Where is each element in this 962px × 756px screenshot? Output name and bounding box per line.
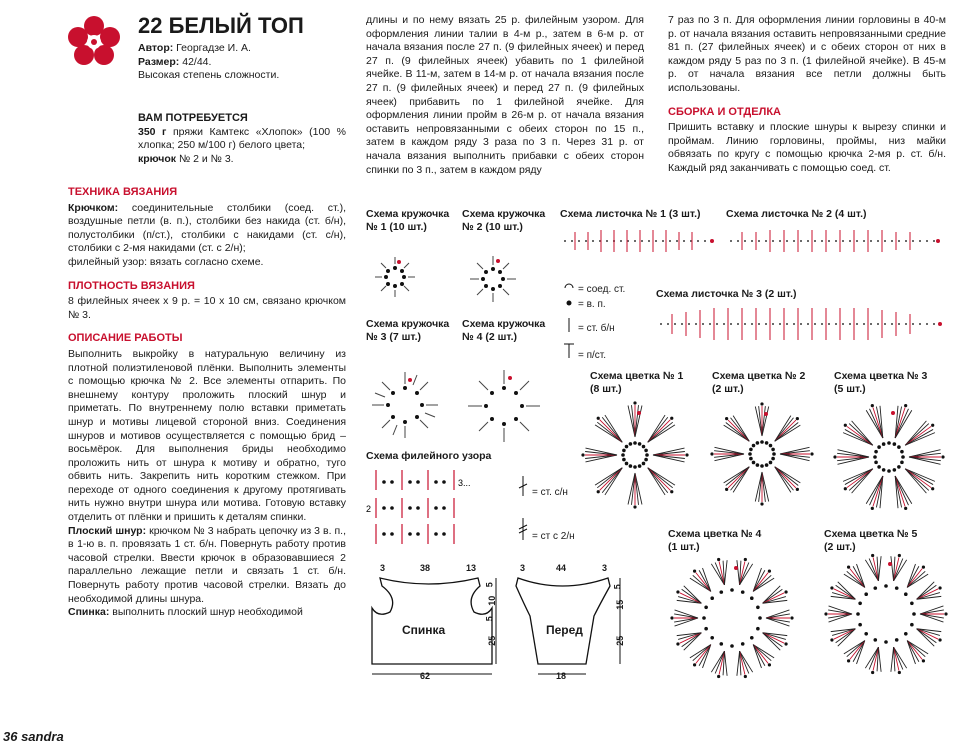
size-label: Размер: xyxy=(138,55,180,68)
size-value: 42/44. xyxy=(182,55,212,68)
svg-text:2: 2 xyxy=(366,504,372,514)
flower-2-title: Схема цветка № 2 (2 шт.) xyxy=(712,370,806,395)
flower-5-title: Схема цветка № 5 (2 шт.) xyxy=(824,528,918,553)
back-label: Спинка xyxy=(402,623,446,637)
page-footer: 36 sandra xyxy=(3,729,64,744)
technique-block xyxy=(68,176,346,620)
gauge-heading: ПЛОТНОСТЬ ВЯЗАНИЯ xyxy=(68,279,195,292)
assembly-text: Пришить вставку и плоские шнуры к вырезу спинки и проймам. Линию горловины, проймы, низ майки обвязать по кругу с помощью крючка 2-мя р. ст. б/н. Каждый ряд заканчивать с помощью соед. ст. xyxy=(668,121,946,174)
legend-ch: = в. п. xyxy=(578,299,606,310)
flower-5-diagram xyxy=(824,552,948,676)
legend-sc: = ст. б/н xyxy=(578,323,615,334)
circle-1-diagram xyxy=(372,254,418,300)
cord-label: Плоский шнур: xyxy=(68,524,147,537)
circle-1-title: Схема кружочка № 1 (10 шт.) xyxy=(366,208,450,233)
column-three-text xyxy=(668,14,946,176)
flower-4-title: Схема цветка № 4 (1 шт.) xyxy=(668,528,762,553)
circle-3-title: Схема кружочка № 3 (7 шт.) xyxy=(366,318,450,343)
author-value: Георгадзе И. А. xyxy=(176,42,251,54)
back-dim-6: 5 xyxy=(484,616,495,622)
back-dim-4: 5 xyxy=(484,582,495,588)
cord-text: крючком № 3 набрать цепочку из 3 в. п., в 1-ю в. п. провязать 1 ст. б/н. Повернуть работу против часовой стрелки. Ввести крючок в образовавшиеся 2 параллельно лежащие петли и связать 1 ст. б/н. Повернуть работу против часовой стрелки. Вязать до необходимой длины шнура. xyxy=(68,524,347,605)
assembly-heading: СБОРКА И ОТДЕЛКА xyxy=(668,105,781,118)
column-two-text xyxy=(366,14,644,177)
front-dim-3: 3 xyxy=(602,563,608,573)
back-label: Спинка: xyxy=(68,606,110,619)
materials-block xyxy=(138,112,346,166)
filet-diagram xyxy=(366,468,506,546)
front-dim-4: 5 xyxy=(612,584,623,590)
hook-text: № 2 и № 3. xyxy=(178,152,234,165)
page-title: 22 БЕЛЫЙ ТОП xyxy=(138,13,304,38)
svg-text:3...: 3... xyxy=(458,478,471,488)
technique-heading: ТЕХНИКА ВЯЗАНИЯ xyxy=(68,186,178,198)
flower-1-diagram xyxy=(580,400,690,510)
back-instructions: длины и по нему вязать 25 р. филейным узором. Для оформления линии талии в 4-м р., затем в 6-м р. от начала вязания после 27 п. (9 филейных ячеек) и перед 27 п. (9 филейных ячеек) убавить по 1 филейной ячейке. В 11-м, затем в 14-м р. от начала вязания после 27 п. (9 филейных ячеек) и перед 27 п. (9 филейных ячеек) прибавить по 1 филейной ячейке. Для оформления линии пройм в 26-м р. от начала вязания оставить непровязанными с обеих сторон по 15 п., затем в каждом ряду 3 раза по 3 п. Через 31 р. от начала вязания выполнить прибавки с обеих сторон спинки по 3 п., затем в каждом ряду xyxy=(366,14,644,176)
circle-4-diagram xyxy=(466,368,542,444)
leaf-3-title: Схема листочка № 3 (2 шт.) xyxy=(656,288,797,300)
back-dim-3: 13 xyxy=(466,563,477,573)
front-label: Перед xyxy=(546,623,583,637)
legend-symbols xyxy=(560,282,580,362)
flower-4-diagram xyxy=(670,556,794,680)
back-dim-5: 10 xyxy=(487,595,498,606)
legend-tr: = ст с 2/н xyxy=(532,531,575,542)
yarn-text: пряжи Камтекс «Хлопок» (100 % хлопка; 250 м/100 г) белого цвета; xyxy=(138,125,347,152)
front-dim-6: 25 xyxy=(615,635,626,646)
gauge-text: 8 филейных ячеек х 9 р. = 10 х 10 см, связано крючком № 3. xyxy=(68,295,346,321)
front-dim-5: 15 xyxy=(615,599,626,610)
flower-logo xyxy=(66,15,122,67)
leaf-2-diagram xyxy=(726,228,946,254)
legend-sl-st: = соед. ст. xyxy=(578,284,626,295)
legend-hdc: = п/ст. xyxy=(578,350,607,361)
legend-dc: = ст. с/н xyxy=(532,487,568,498)
materials-heading: ВАМ ПОТРЕБУЕТСЯ xyxy=(138,112,248,124)
front-schematic xyxy=(512,560,626,682)
flower-3-title: Схема цветка № 3 (5 шт.) xyxy=(834,370,928,395)
author-label: Автор: xyxy=(138,42,174,54)
circle-3-diagram xyxy=(370,370,440,440)
circle-4-title: Схема кружочка № 4 (2 шт.) xyxy=(462,318,546,343)
leaf-1-diagram xyxy=(560,228,720,254)
neckline-instructions: 7 раз по 3 п. Для оформления линии горловины в 40-м р. от начала вязания оставить непровязанными средние 81 п. (27 филейных ячеек) и с обеих сторон от них в каждом ряду 5 раз по 3 п. (1 филейной ячейке). В 45-м р. от начала вязания все петли должны быть использованы. xyxy=(668,14,946,94)
description-p1: Выполнить выкройку в натуральную величину из плотной полиэтиленовой плёнки. Выполнить элементы с помощью крючка № 2. Все элементы отпарить. По внешнему контуру проложить плоский шнур и приметать. По внутреннему полю вставки приметать шнур и мотивы лицевой стороной вниз. Соединения шнуров и мотивов осуществляется с помощью брид – восьмёрок. Для выполнения бриды необходимо проложить нить от шнура к мотиву и обратно, туго обвить нить. Закрепить нить коротким стежком. При переходе от одного соединения к другому протягивать нить нужно внутри шнура или мотива. Готовую вставку отделить от плёнки и пришить к деталям спинки. xyxy=(68,347,346,524)
back-dim-2: 38 xyxy=(420,563,431,573)
legend-dc-tr-symbols xyxy=(516,474,530,544)
filet-title: Схема филейного узора xyxy=(366,450,492,462)
crochet-text: соединительные столбики (соед. ст.), воздушные петли (в. п.), столбики без накида (ст. б/н), полустолбики (п/ст.), столбики с накидами (ст. с/н), столбики с 2-мя накидами (ст. с 2/н); xyxy=(68,201,346,255)
leaf-2-title: Схема листочка № 2 (4 шт.) xyxy=(726,208,867,220)
front-dim-7: 18 xyxy=(556,671,567,681)
circle-2-diagram xyxy=(468,254,518,304)
yarn-amount: 350 г xyxy=(138,125,167,138)
crochet-label: Крючком: xyxy=(68,201,119,214)
flower-1-title: Схема цветка № 1 (8 шт.) xyxy=(590,370,684,395)
flower-2-diagram xyxy=(708,400,816,508)
meta-block xyxy=(138,42,348,83)
filet-text: филейный узор: вязать согласно схеме. xyxy=(68,255,264,268)
back-text: выполнить плоский шнур необходимой xyxy=(112,606,303,619)
hook-label: крючок xyxy=(138,152,177,165)
back-dim-7: 25 xyxy=(487,635,498,646)
front-dim-2: 44 xyxy=(556,563,567,573)
front-dim-1: 3 xyxy=(520,563,526,573)
leaf-3-diagram xyxy=(656,306,946,342)
back-dim-1: 3 xyxy=(380,563,386,573)
difficulty: Высокая степень сложности. xyxy=(138,69,280,82)
leaf-1-title: Схема листочка № 1 (3 шт.) xyxy=(560,208,701,220)
flower-3-diagram xyxy=(832,400,946,514)
description-heading: ОПИСАНИЕ РАБОТЫ xyxy=(68,332,183,345)
circle-2-title: Схема кружочка № 2 (10 шт.) xyxy=(462,208,546,233)
back-dim-8: 62 xyxy=(420,671,431,681)
